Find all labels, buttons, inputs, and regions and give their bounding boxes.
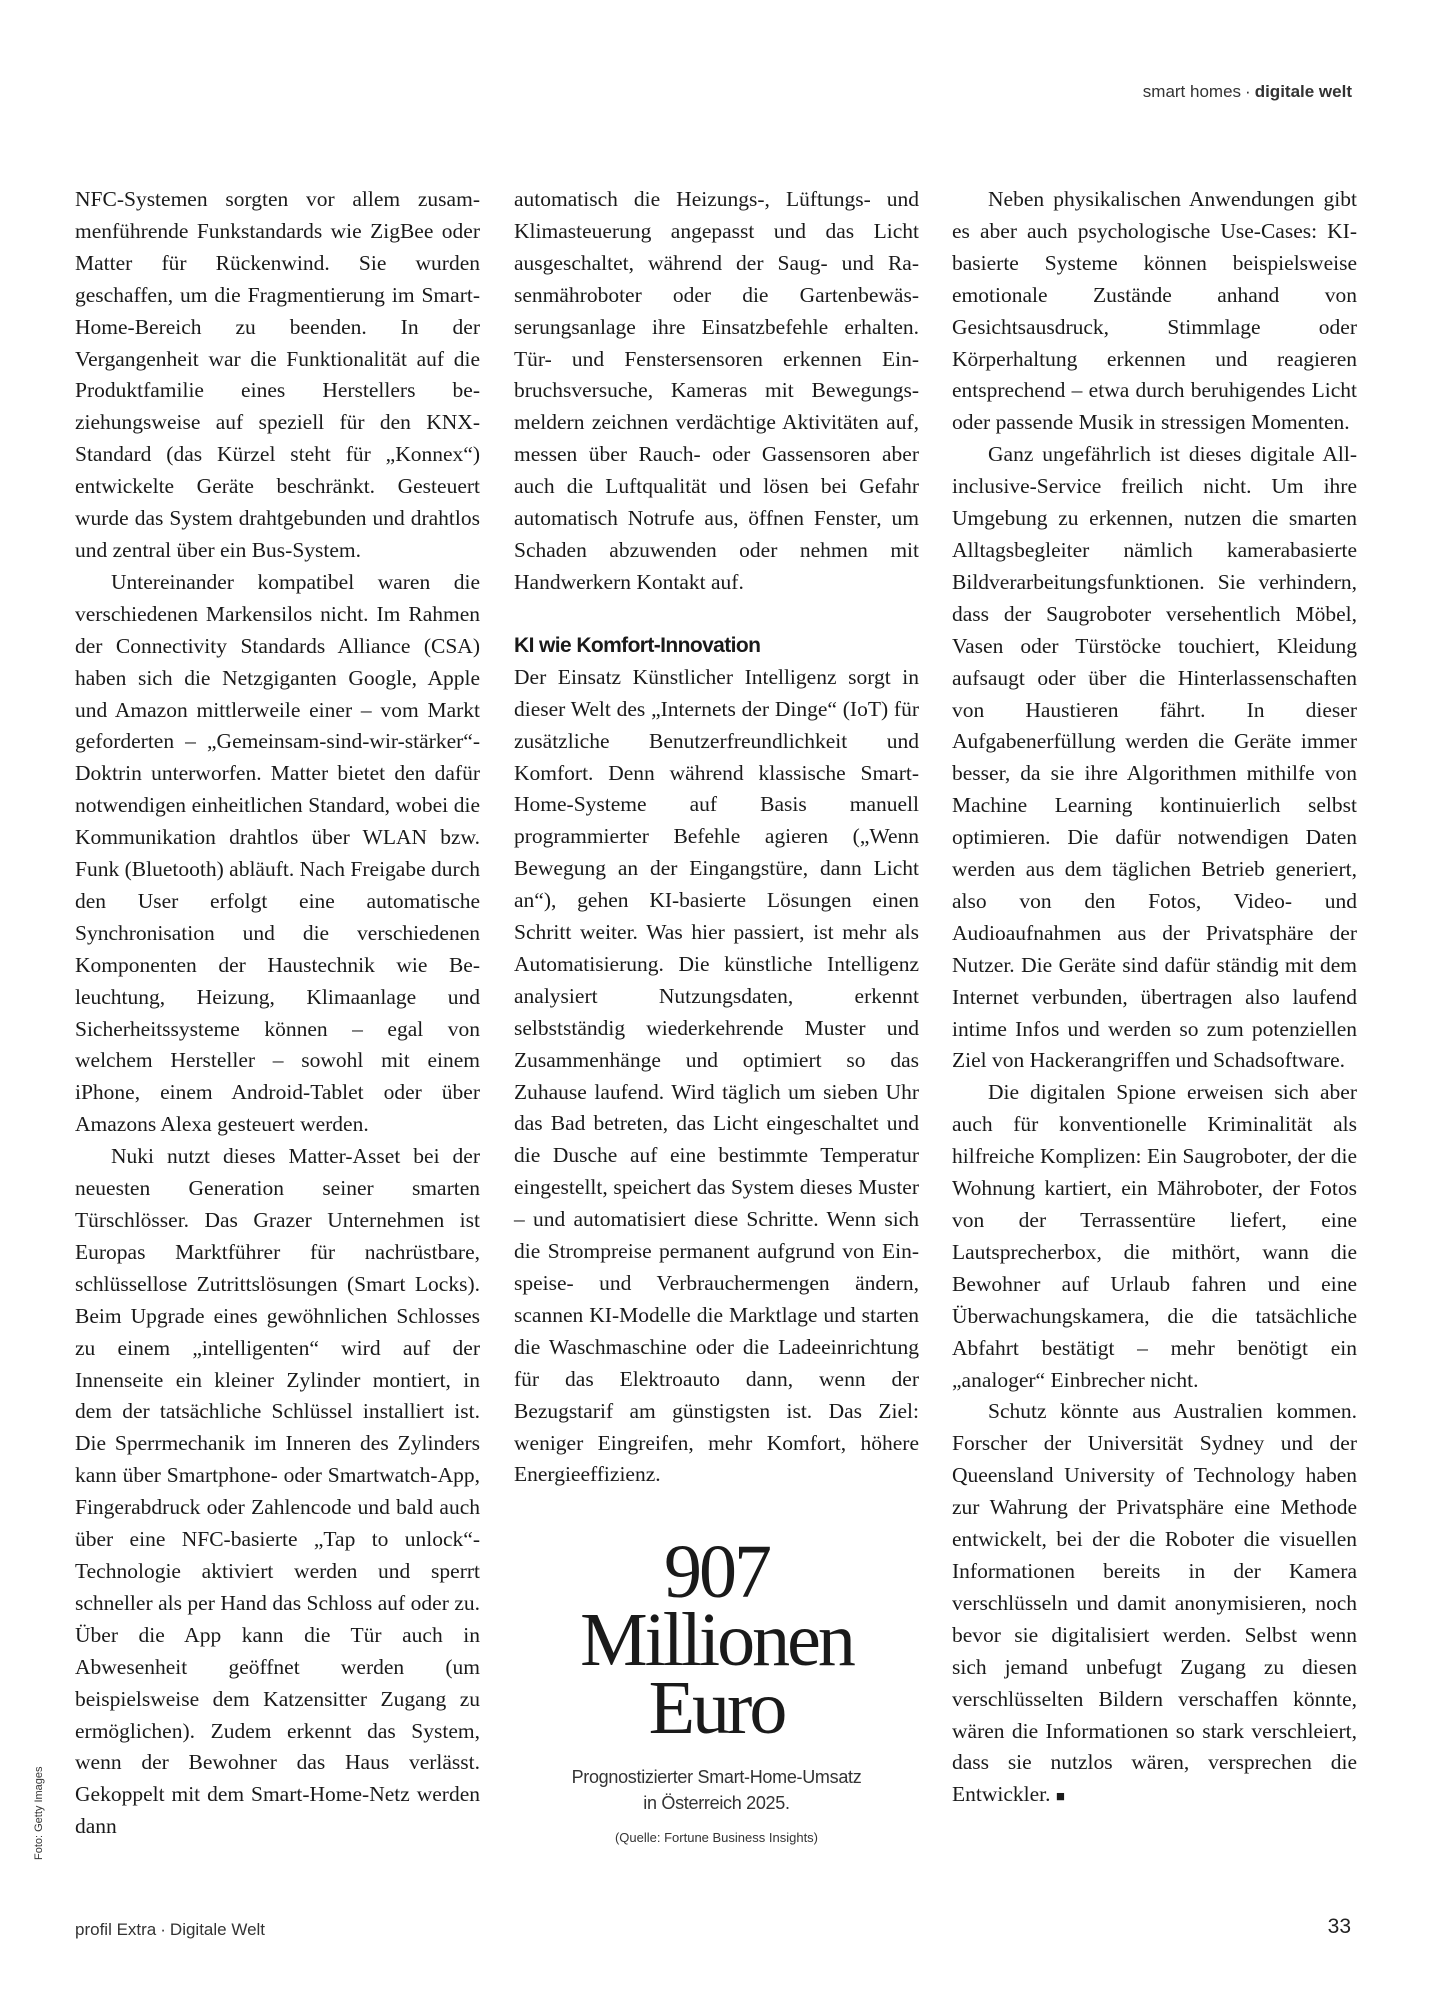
article-column-2 [514,184,919,1491]
paragraph: Untereinander kompatibel waren die verschiedenen Markensilos nicht. Im Rahmen der Connectivity Standards Alliance (CSA) haben sich die Netzgiganten Google, Apple und Amazon mittlerweile einer – vom Markt geforderten – „Gemeinsam-sind-wir-stärker“-Doktrin unterworfen. Matter bietet den dafür notwendigen einheitlichen Standard, wobei die Kommunikation drahtlos über WLAN bzw. Funk (Bluetooth) abläuft. Nach Freigabe durch den User erfolgt eine automatische Synchronisation und die verschiedenen Komponenten der Haustechnik wie Beleuchtung, Heizung, Klimaanlage und Sicherheitssysteme können – egal von welchem Hersteller – sowohl mit einem iPhone, einem Android-Tablet oder über Amazons Alexa gesteuert werden. [75,569,480,1137]
subheading: KI wie Komfort-Innovation [514,633,761,657]
paragraph: Der Einsatz Künstlicher Intelligenz sorgt in dieser Welt des „Internets der Dinge“ (IoT) für zusätzliche Benutzerfreundlichkeit und Komfort. Denn während klassische Smart-Home-Systeme auf Basis manuell programmierter Befehle agieren („Wenn Bewegung an der Eingangstüre, dann Licht an“), gehen KI-basierte Lösungen einen Schritt weiter. Was hier passiert, ist mehr als Automatisierung. Die künstliche Intelligenz analysiert Nutzungsdaten, erkennt selbstständig wiederkehrende Muster und Zusammenhänge und optimiert so das Zuhause laufend. Wird täglich um sieben Uhr das Bad betreten, das Licht eingeschaltet und die Dusche auf eine bestimmte Temperatur eingestellt, speichert das System dieses Muster – und automatisiert diese Schritte. Wenn sich die Strompreise permanent aufgrund von Einspeise- und Verbrauchermengen ändern, scannen KI-Modelle die Marktlage und starten die Waschmaschine oder die Ladeeinrichtung für das Elektroauto dann, wenn der Bezugstarif am günstigsten ist. Das Ziel: weniger Eingreifen, mehr Komfort, höhere Energieeffizienz. [514,664,919,1487]
page-number: 33 [1327,1915,1351,1938]
paragraph: Die digitalen Spione erweisen sich aber auch für konventionelle Kriminalität als hilfreiche Komplizen: Ein Saugroboter, der die Wohnung kartiert, ein Mähroboter, der Fotos von der Terrassentüre liefert, eine Lautsprecherbox, die mithört, wann die Bewohner auf Urlaub fahren und eine Überwachungskamera, die die tatsächliche Abfahrt bestätigt – mehr benötigt ein „analoger“ Einbrecher nicht. [952,1080,1357,1392]
paragraph: NFC-Systemen sorgten vor allem zusammenführende Funkstandards wie ZigBee oder Matter für Rückenwind. Sie wurden geschaffen, um die Fragmentierung im Smart-Home-Bereich zu beenden. In der Vergangenheit war die Funktionalität auf die Produktfamilie eines Herstellers beziehungsweise auf speziell für den KNX-Standard (das Kürzel steht für „Konnex“) entwickelte Geräte beschränkt. Gesteuert wurde das System drahtgebunden und drahtlos und zentral über ein Bus-System. [75,187,480,562]
stat-unit-line2: Euro [648,1666,785,1750]
stat-caption-line2: in Österreich 2025. [643,1793,790,1813]
header-section: smart homes [1142,82,1242,101]
stat-caption [514,1764,919,1816]
footer-publication [75,1920,265,1940]
header-separator: · [1245,82,1251,101]
stat-source: (Quelle: Fortune Business Insights) [614,1830,819,1845]
paragraph: Nuki nutzt dieses Matter-Asset bei der neuesten Generation seiner smarten Türschlösser. Das Grazer Unternehmen ist Europas Marktführer für nachrüstbare, schlüssellose Zutrittslösungen (Smart Locks). Beim Upgrade eines gewöhnlichen Schlosses zu einem „intelligenten“ wird auf der Innenseite ein kleiner Zylinder montiert, in dem der tatsächliche Schlüssel installiert ist. Die Sperrmechanik im Inneren des Zylinders kann über Smartphone- oder Smartwatch-App, Fingerabdruck oder Zahlencode und bald auch über eine NFC-basierte „Tap to unlock“-Technologie aktiviert werden und sperrt schneller als per Hand das Schloss auf oder zu. Über die App kann die Tür auch in Abwesenheit geöffnet werden (um beispielsweise dem Katzensitter Zugang zu ermöglichen). Zudem erkennt das System, wenn der Bewohner das Haus verlässt. Gekoppelt mit dem Smart-Home-Netz werden dann [75,1144,480,1839]
running-header [1143,82,1352,102]
end-mark-icon: ■ [1055,1789,1065,1806]
stat-number: 907 [664,1530,769,1614]
footer-publication-name: profil Extra [75,1920,157,1939]
stat-caption-line1: Prognostizierter Smart-Home-Umsatz [571,1767,862,1787]
article-column-3 [952,184,1357,1814]
article-column-1 [75,184,480,1843]
stat-unit-line1: Millionen [580,1598,853,1682]
stat-callout [514,1530,919,1845]
header-topic: digitale welt [1254,82,1352,101]
paragraph: Neben physikalischen Anwendungen gibt es aber auch psychologische Use-Cases: KI-basierte Systeme können beispielsweise emotionale Zustände anhand von Gesichtsausdruck, Stimmlage oder Körperhaltung erkennen und reagieren entsprechend – etwa durch beruhigendes Licht oder passende Musik in stressigen Momenten. [952,187,1357,435]
footer-separator: · [160,1920,166,1939]
paragraph: Ganz ungefährlich ist dieses digitale All-inclusive-Service freilich nicht. Um ihre Umgebung zu erkennen, nutzen die smarten Alltagsbegleiter nämlich kamerabasierte Bildverarbeitungsfunktionen. Sie verhindern, dass der Saugroboter versehentlich Möbel, Vasen oder Türstöcke touchiert, Kleidung aufsaugt oder über die Hinterlassenschaften von Haustieren fährt. In dieser Aufgabenerfüllung werden die Geräte immer besser, da sie ihre Algorithmen mithilfe von Machine Learning kontinuierlich selbst optimieren. Die dafür notwendigen Daten werden aus dem täglichen Betrieb generiert, also von den Fotos, Video- und Audioaufnahmen aus der Privatsphäre der Nutzer. Die Geräte sind dafür ständig mit dem Internet verbunden, übertragen also laufend intime Infos und werden so zum potenziellen Ziel von Hackerangriffen und Schadsoftware. [952,442,1357,1073]
paragraph: automatisch die Heizungs-, Lüftungs- und Klimasteuerung angepasst und das Licht ausgeschaltet, während der Saug- und Rasenmähroboter oder die Gartenbewässerungsanlage ihre Einsatzbefehle erhalten. Tür- und Fenstersensoren erkennen Einbruchsversuche, Kameras mit Bewegungsmeldern zeichnen verdächtige Aktivitäten auf, messen über Rauch- oder Gassensoren aber auch die Luftqualität und lösen bei Gefahr automatisch Notrufe aus, öffnen Fenster, um Schaden abzuwenden oder nehmen mit Handwerkern Kontakt auf. [514,187,919,594]
footer-issue: Digitale Welt [169,1920,266,1939]
photo-credit: Foto: Getty Images [33,1766,45,1860]
paragraph-text: Schutz könnte aus Australien kommen. Forscher der Universität Sydney und der Queensland University of Technology haben zur Wahrung der Privatsphäre eine Methode entwickelt, bei der die Roboter die visuellen Informationen bereits in der Kamera verschlüsseln und damit anonymisieren, noch bevor sie digitalisiert werden. Selbst wenn sich jemand unbefugt Zugang zu diesen verschlüsselten Bildern verschaffen könnte, wären die Informationen so stark verschleiert, dass sie nutzlos wären, versprechen die Entwickler. [952,1399,1357,1807]
paragraph-last [952,1396,1357,1814]
